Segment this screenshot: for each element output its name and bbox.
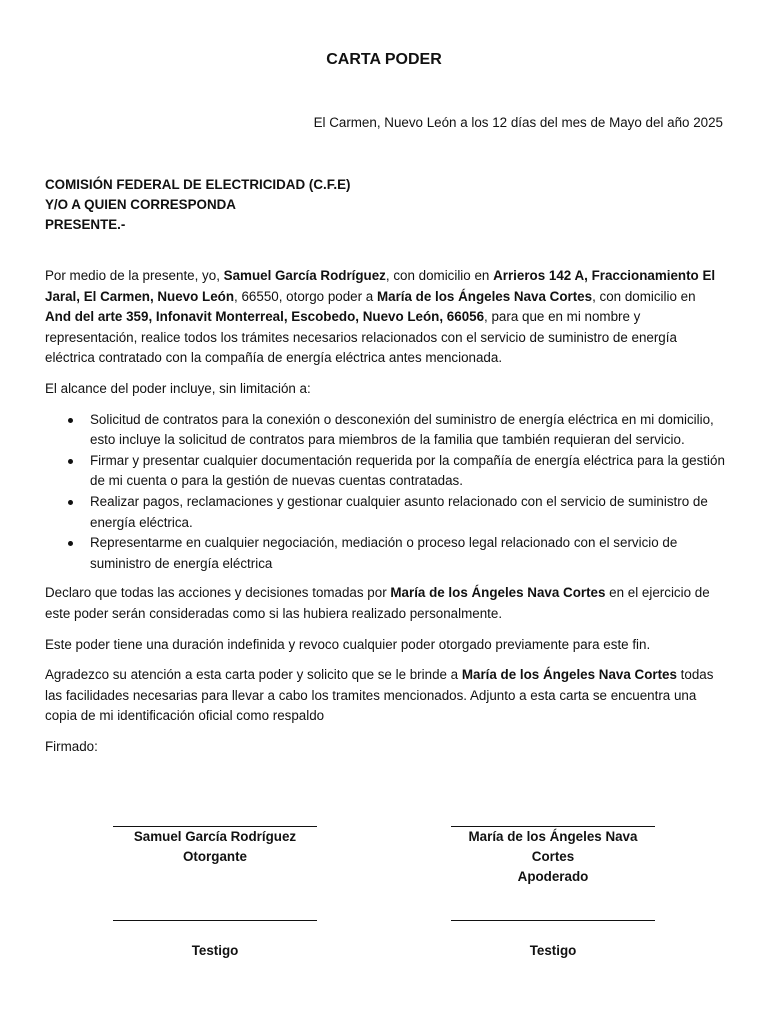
place-date-line: El Carmen, Nuevo León a los 12 días del mes de Mayo del año 2025	[313, 115, 723, 130]
text-run: , 66550, otorgo poder a	[234, 288, 377, 304]
agent-signature-block	[451, 826, 655, 887]
signature-line	[113, 826, 317, 827]
agent-address: And del arte 359, Infonavit Monterreal, Escobedo, Nuevo León, 66056	[45, 309, 485, 325]
duration-paragraph: Este poder tiene una duración indefinida y revoco cualquier poder otorgado previamente para este fin.	[45, 636, 651, 652]
signature-line	[451, 826, 655, 827]
recipient-line-3: PRESENTE.-	[45, 217, 126, 232]
text-run: , con domicilio en	[385, 268, 494, 283]
grantor-name: Samuel García Rodríguez	[223, 268, 386, 283]
recipient-line-1: COMISIÓN FEDERAL DE ELECTRICIDAD (C.F.E)	[45, 177, 351, 192]
letter-body	[45, 266, 725, 767]
grantor-signature-block	[113, 826, 317, 867]
scope-intro: El alcance del poder incluye, sin limitación a:	[45, 380, 311, 396]
grantor-signature-name: Samuel García Rodríguez	[133, 829, 297, 844]
text-run: Por medio de la presente, yo,	[45, 268, 224, 283]
text-run: en el ejercicio de este poder serán consideradas como si las hubiera realizado personalmente.	[45, 585, 710, 621]
witness-1-signature-block	[113, 920, 317, 961]
agent-name: María de los Ángeles Nava Cortes	[376, 288, 593, 304]
closing-paragraph	[45, 665, 725, 727]
signature-line	[113, 920, 317, 921]
list-item: Realizar pagos, reclamaciones y gestionar cualquier asunto relacionado con el servicio de suministro de energía eléctrica.	[90, 492, 725, 533]
witness-2-signature-block	[451, 920, 655, 961]
text-run: , con domicilio en	[592, 288, 696, 304]
document-title: CARTA PODER	[326, 51, 442, 68]
declaration-paragraph	[45, 583, 725, 624]
text-run: Agradezco su atención a esta carta poder y solicito que se le brinde a	[45, 667, 462, 683]
witness-1-role: Testigo	[191, 943, 239, 958]
recipient-line-2: Y/O A QUIEN CORRESPONDA	[45, 197, 236, 212]
text-run: Declaro que todas las acciones y decisiones tomadas por	[45, 585, 391, 601]
signature-line	[451, 920, 655, 921]
recipient-block	[45, 175, 351, 235]
text-run: , para que en mi nombre y representación, realice todos los trámites necesarios relacionados con el servicio de suministro de energía eléctrica contratado con la compañía de energía eléctrica antes mencionada.	[45, 309, 677, 366]
agent-signature-name: María de los Ángeles Nava Cortes	[468, 829, 638, 864]
signed-label: Firmado:	[45, 738, 98, 754]
list-item: Solicitud de contratos para la conexión o desconexión del suministro de energía eléctrica en mi domicilio, esto incluye la solicitud de contratos para miembros de la familia que también requieran del servicio.	[90, 410, 725, 451]
agent-name: María de los Ángeles Nava Cortes	[461, 667, 677, 683]
grantor-address: Arrieros 142 A, Fraccionamiento El Jaral, El Carmen, Nuevo León	[45, 268, 716, 304]
witness-2-role: Testigo	[529, 943, 577, 958]
list-item: Representarme en cualquier negociación, mediación o proceso legal relacionado con el servicio de suministro de energía eléctrica	[90, 533, 725, 574]
grantor-signature-role: Otorgante	[183, 849, 247, 864]
text-run: todas las facilidades necesarias para llevar a cabo los tramites mencionados. Adjunto a esta carta se encuentra una copia de mi identificación oficial como respaldo	[45, 667, 714, 724]
list-item: Firmar y presentar cualquier documentación requerida por la compañía de energía eléctrica para la gestión de mi cuenta o para la gestión de nuevas cuentas contratadas.	[90, 451, 725, 492]
agent-signature-role: Apoderado	[517, 869, 589, 884]
scope-list	[45, 410, 725, 575]
intro-paragraph	[45, 266, 725, 369]
agent-name: María de los Ángeles Nava Cortes	[390, 585, 606, 601]
